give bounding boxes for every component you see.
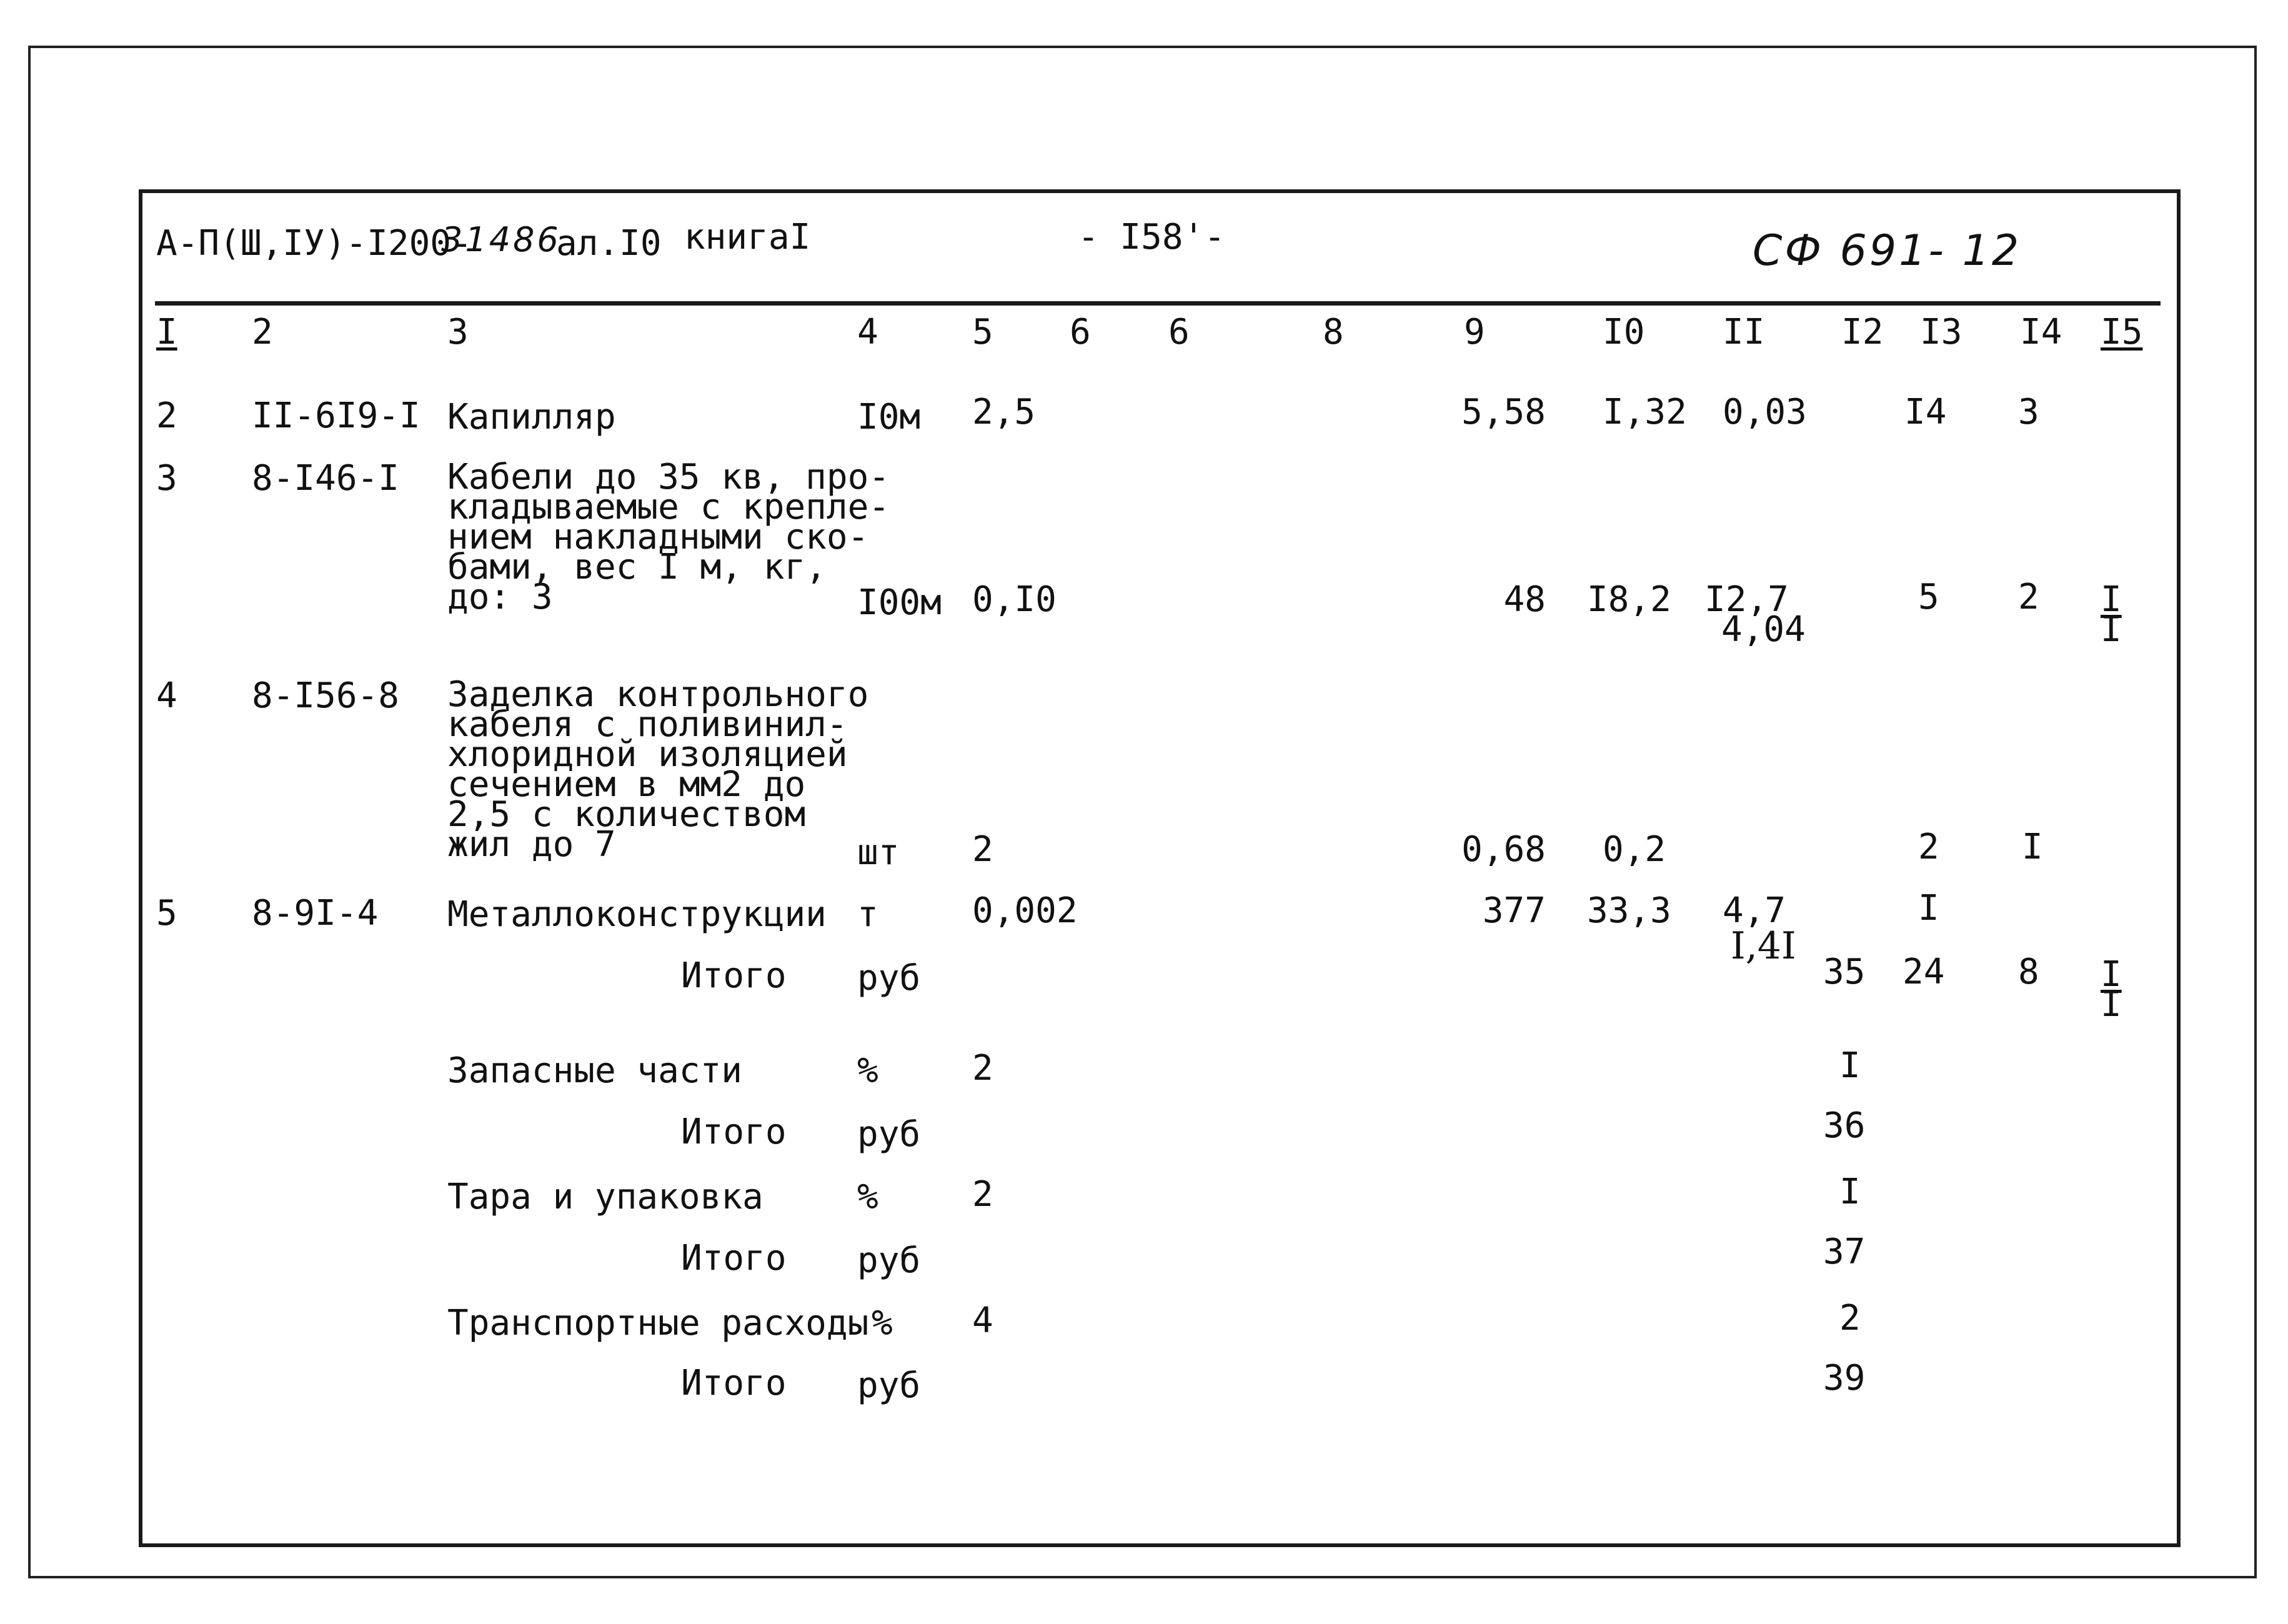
col-header-10: I0 [1603, 312, 1645, 352]
row4-c13: I [1918, 888, 1939, 929]
col-header-9: 9 [1464, 312, 1485, 352]
col-header-1: I [156, 312, 177, 352]
total3-unit: руб [857, 1240, 921, 1281]
total1-label: Итого [681, 955, 787, 996]
row2-c11b: 4,04 [1721, 609, 1806, 650]
row4-num: 5 [156, 893, 177, 934]
row2-code: 8-I46-I [252, 458, 400, 499]
row3-c13: 2 [1918, 827, 1939, 867]
total1-c11: I,4I [1731, 924, 1796, 968]
packaging-pct: 2 [972, 1174, 993, 1215]
col-header-5: 5 [972, 312, 993, 352]
row3-code: 8-I56-8 [252, 675, 400, 716]
row2-unit: I00м [857, 582, 942, 623]
total3-c12: 37 [1823, 1232, 1866, 1272]
transport-pct: 4 [972, 1300, 993, 1341]
total1-c14: 8 [2018, 952, 2039, 992]
transport-c12: 2 [1839, 1298, 1861, 1338]
packaging-c12: I [1839, 1172, 1861, 1212]
transport-unit: % [872, 1303, 893, 1343]
stamp-code: СФ 691- 12 [1753, 226, 2022, 276]
transport-label: Транспортные расходы [447, 1303, 869, 1343]
total1-c13: 24 [1903, 952, 1945, 992]
row1-num: 2 [156, 396, 177, 436]
row3-qty: 2 [972, 829, 993, 870]
total3-label: Итого [681, 1238, 787, 1278]
row2-c10: I8,2 [1587, 579, 1671, 620]
total4-label: Итого [681, 1363, 787, 1403]
row4-code: 8-9I-4 [252, 893, 379, 934]
row3-name: Заделка контрольного кабеля с поливинил- хлоридной изоляцией сечением в мм2 до 2,5 с количеством жил до 7 [447, 674, 869, 865]
col-header-4: 4 [857, 312, 878, 352]
row2-c14: 2 [2018, 577, 2039, 617]
col-header-2: 2 [252, 312, 273, 352]
doc-code-handwritten: 31486 [441, 220, 561, 259]
spare-parts-unit: % [857, 1050, 878, 1091]
col-header-13: I3 [1920, 312, 1962, 352]
total2-c12: 36 [1823, 1105, 1866, 1146]
col-header-12: I2 [1841, 312, 1884, 352]
row4-unit: т [857, 894, 878, 935]
row1-unit: I0м [857, 397, 921, 437]
row4-c9: 377 [1482, 890, 1546, 931]
spare-parts-label: Запасные части [447, 1050, 743, 1091]
row4-name: Металлоконструкции [447, 894, 827, 935]
row1-name: Капилляр [447, 397, 616, 437]
row4-c10: 33,3 [1587, 890, 1671, 931]
row3-c10: 0,2 [1603, 829, 1666, 870]
col-header-11: II [1723, 312, 1765, 352]
total1-unit: руб [857, 958, 921, 999]
row3-num: 4 [156, 675, 177, 716]
sheet-frame [139, 189, 2181, 1547]
row3-c9: 0,68 [1461, 829, 1546, 870]
row2-name: Кабели до 35 кв, про- кладываемые с крепле- нием накладными ско- бами, вес I м, кг, до: 3 [447, 457, 890, 617]
row1-c10: I,32 [1603, 392, 1687, 432]
col-header-14: I4 [2020, 312, 2062, 352]
col-header-8: 8 [1323, 312, 1344, 352]
total1-c15b: I [2101, 984, 2122, 1025]
doc-code: А-П(Ш,IУ)-I200- [156, 223, 472, 264]
row1-c9: 5,58 [1461, 392, 1546, 432]
row2-qty: 0,I0 [972, 579, 1057, 620]
row1-c14: 3 [2018, 392, 2039, 432]
packaging-label: Тара и упаковка [447, 1177, 763, 1217]
row2-c9: 48 [1503, 579, 1546, 620]
col-header-3: 3 [447, 312, 469, 352]
total2-label: Итого [681, 1112, 787, 1152]
total1-c15: I [2101, 954, 2122, 995]
row1-qty: 2,5 [972, 392, 1036, 432]
col-header-7: 6 [1168, 312, 1190, 352]
packaging-unit: % [857, 1177, 878, 1217]
row4-c11: 4,7 [1723, 890, 1786, 931]
album-label: ал.I0 [556, 223, 662, 264]
col-header-6: 6 [1070, 312, 1091, 352]
row3-c14: I [2022, 827, 2043, 867]
row2-c11: I2,7 [1704, 579, 1789, 620]
row2-c15b: I [2101, 609, 2122, 650]
spare-parts-c12: I [1839, 1045, 1861, 1086]
total4-unit: руб [857, 1365, 921, 1406]
row1-c11: 0,03 [1723, 392, 1807, 432]
row1-code: II-6I9-I [252, 396, 420, 436]
total4-c12: 39 [1823, 1358, 1866, 1398]
col-header-15: I5 [2101, 312, 2143, 352]
spare-parts-pct: 2 [972, 1048, 993, 1088]
total1-c12: 35 [1823, 952, 1866, 992]
row2-c13: 5 [1918, 577, 1939, 617]
row3-unit: шт [857, 832, 900, 873]
row4-qty: 0,002 [972, 890, 1078, 931]
row1-c13: I4 [1904, 392, 1947, 432]
row2-c15: I [2101, 579, 2122, 620]
page-number: - I58'- [1078, 217, 1226, 257]
book-label: книгаI [684, 217, 811, 257]
total2-unit: руб [857, 1114, 921, 1155]
row2-num: 3 [156, 458, 177, 499]
header-rule [155, 301, 2161, 306]
